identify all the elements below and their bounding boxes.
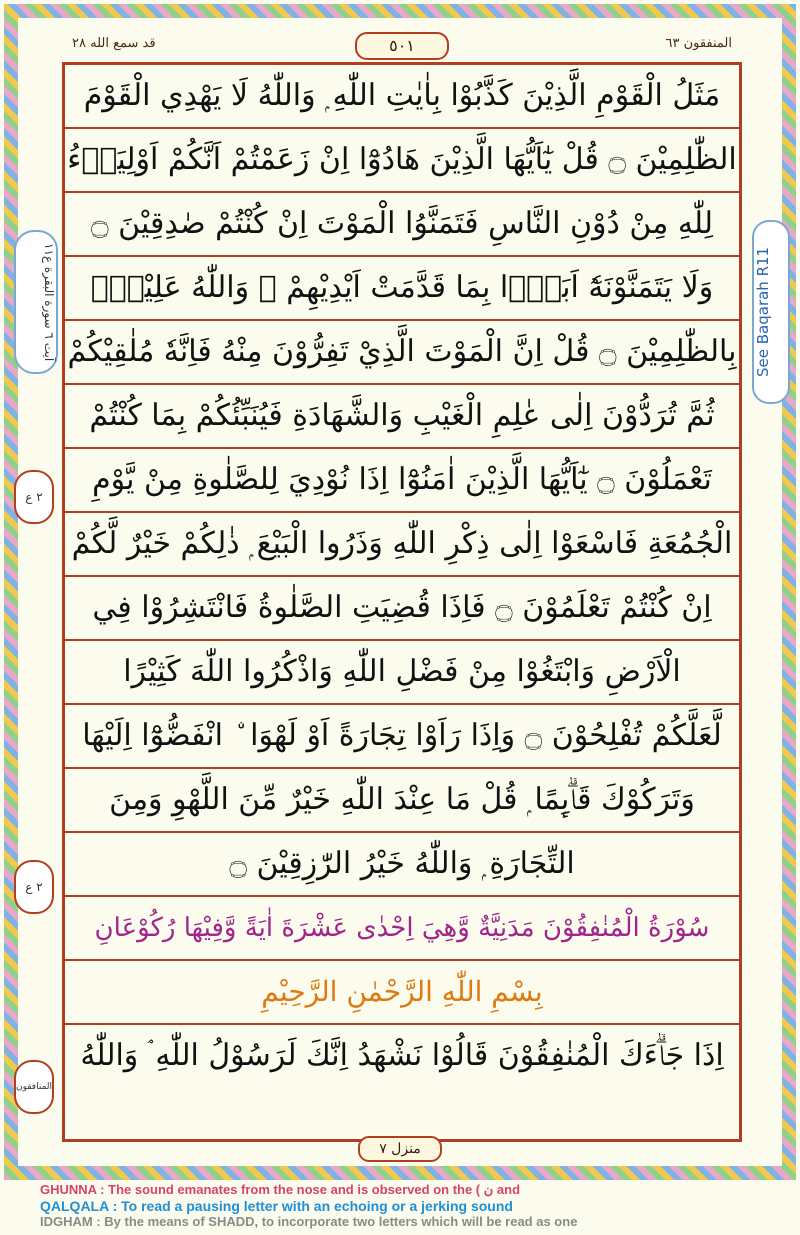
text-line: اِذَا جَاۗءَكَ الْمُنٰفِقُوْنَ قَالُوْا نَشْهَدُ اِنَّكَ لَرَسُوْلُ اللّٰهِ ۘ وَاللّٰهُ <box>80 1038 724 1073</box>
page-header <box>62 30 742 62</box>
quran-text <box>65 65 739 1089</box>
ruku-marker: ٢ ع <box>14 860 54 914</box>
manzil-marker: منزل ٧ <box>358 1136 442 1162</box>
cross-reference-note: آیت ٦ سورة البقرة ع١١ <box>14 230 58 374</box>
text-line: الظّٰلِمِيْنَ ۝ قُلْ يٰٓاَيُّهَا الَّذِيْنَ هَادُوْٓا اِنْ زَعَمْتُمْ اَنَّكُمْ اَوْلِيَاۗءُ <box>65 129 739 193</box>
idgham-note: IDGHAM : By the means of SHADD, to incorporate two letters which will be read as one <box>40 1214 578 1229</box>
text-line: التِّجَارَةِ ۭ وَاللّٰهُ خَيْرُ الرّٰزِقِيْنَ ۝ <box>65 833 739 897</box>
ruku-marker: ٢ ع <box>14 470 54 524</box>
text-line: وَتَرَكُوْكَ قَاۗىِٕمًا ۭ قُلْ مَا عِنْدَ اللّٰهِ خَيْرٌ مِّنَ اللَّهْوِ وَمِنَ <box>65 769 739 833</box>
text-line: لَّعَلَّكُمْ تُفْلِحُوْنَ ۝ وَاِذَا رَاَوْا تِجَارَةً اَوْ لَهْوَا ۨ انْفَضُّوْٓا اِلَيْهَا <box>65 705 739 769</box>
text-line: تَعْمَلُوْنَ ۝ يٰٓاَيُّهَا الَّذِيْنَ اٰمَنُوْٓا اِذَا نُوْدِيَ لِلصَّلٰوةِ مِنْ يَّوْمِ <box>65 449 739 513</box>
text-line: لِلّٰهِ مِنْ دُوْنِ النَّاسِ فَتَمَنَّوُا الْمَوْتَ اِنْ كُنْتُمْ صٰدِقِيْنَ ۝ <box>65 193 739 257</box>
text-line: اِنْ كُنْتُمْ تَعْلَمُوْنَ ۝ فَاِذَا قُضِيَتِ الصَّلٰوةُ فَانْتَشِرُوْا فِي <box>65 577 739 641</box>
tajweed-legend <box>40 1182 760 1230</box>
text-line: بِالظّٰلِمِيْنَ ۝ قُلْ اِنَّ الْمَوْتَ الَّذِيْ تَفِرُّوْنَ مِنْهُ فَاِنَّهٗ مُلٰقِيْكُمْ <box>65 321 739 385</box>
text-line: مَثَلُ الْقَوْمِ الَّذِيْنَ كَذَّبُوْا بِاٰيٰتِ اللّٰهِ ۭ وَاللّٰهُ لَا يَهْدِي الْقَوْمَ <box>65 65 739 129</box>
text-line: الْجُمُعَةِ فَاسْعَوْا اِلٰى ذِكْرِ اللّٰهِ وَذَرُوا الْبَيْعَ ۭ ذٰلِكُمْ خَيْرٌ لَّكُمْ <box>65 513 739 577</box>
juz-label: قد سمع الله ٢٨ <box>72 36 156 51</box>
text-line: الْاَرْضِ وَابْتَغُوْا مِنْ فَضْلِ اللّٰهِ وَاذْكُرُوا اللّٰهَ كَثِيْرًا <box>65 641 739 705</box>
ghunna-note: GHUNNA : The sound emanates from the nose and is observed on the ( ن and <box>40 1182 521 1197</box>
ruku-marker: المنافقون <box>14 1060 54 1114</box>
bismillah-line: بِسْمِ اللّٰهِ الرَّحْمٰنِ الرَّحِيْمِ <box>65 961 739 1025</box>
text-line: ثُمَّ تُرَدُّوْنَ اِلٰى عٰلِمِ الْغَيْبِ وَالشَّهَادَةِ فَيُنَبِّئُكُمْ بِمَا كُنْتُمْ <box>65 385 739 449</box>
qalqala-note: QALQALA : To read a pausing letter with an echoing or a jerking sound <box>40 1198 513 1214</box>
surah-info-line: سُوْرَةُ الْمُنٰفِقُوْنَ مَدَنِيَّةٌ وَّهِيَ اِحْدٰى عَشْرَةَ اٰيَةً وَّفِيْهَا رُكُوْعَانِ <box>65 897 739 961</box>
text-line: وَلَا يَتَمَنَّوْنَهٗٓ اَبَدًۢا بِمَا قَدَّمَتْ اَيْدِيْهِمْ ۭ وَاللّٰهُ عَلِيْمٌۢ <box>65 257 739 321</box>
surah-label: المنفقون ٦٣ <box>665 36 732 51</box>
page-number: ٥٠١ <box>355 32 449 60</box>
see-reference-note: See Baqarah R11 <box>752 220 790 404</box>
